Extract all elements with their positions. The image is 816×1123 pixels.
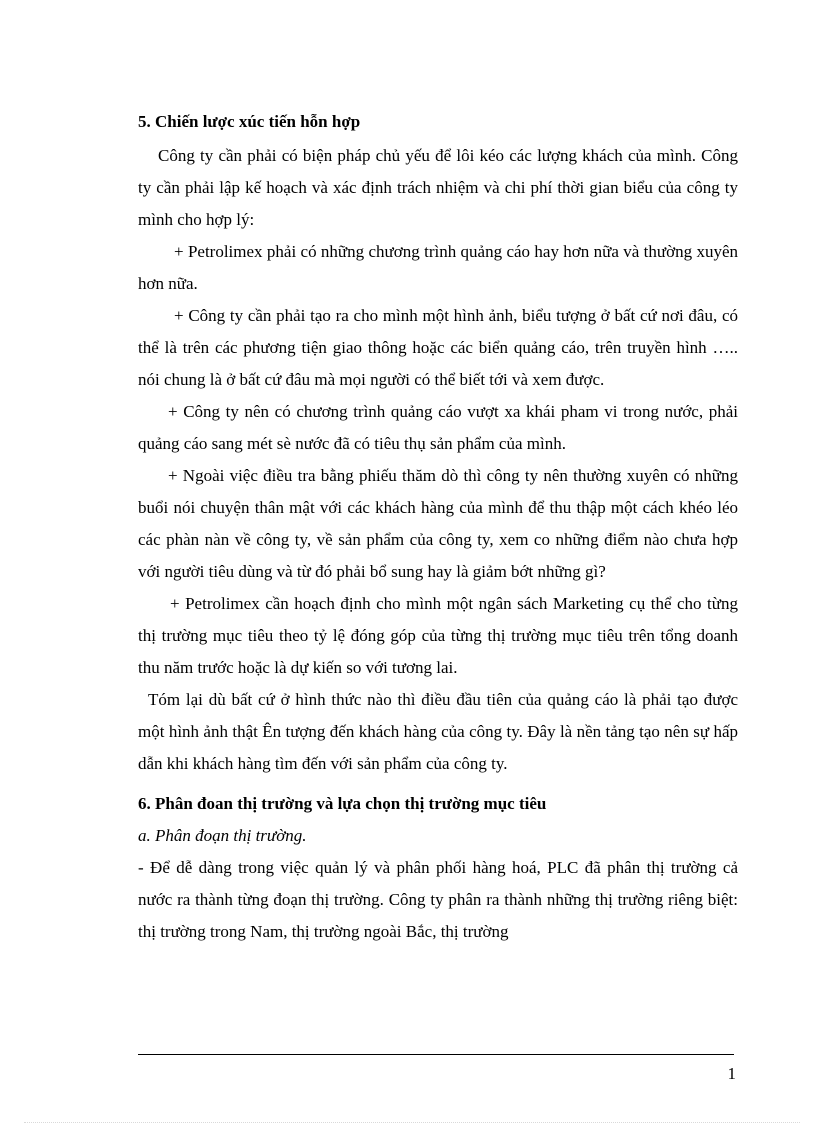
document-body <box>138 106 738 948</box>
section-5-intro: Công ty cần phải có biện pháp chủ yếu để lôi kéo các lượng khách của mình. Công ty cần phải lập kế hoạch và xác định trách nhiệm và chi phí thời gian biểu của công ty mình cho hợp lý: <box>138 146 738 229</box>
section-5-item: + Petrolimex cần hoạch định cho mình một ngân sách Marketing cụ thể cho từng thị trường mục tiêu theo tỷ lệ đóng góp của từng thị trường mục tiêu trên tổng doanh thu năm trước hoặc là dự kiến so với tương lai. <box>138 594 738 677</box>
section-6a-paragraph: - Để dễ dàng trong việc quản lý và phân phối hàng hoá, PLC đã phân thị trường cả nước ra thành từng đoạn thị trường. Công ty phân ra thành những thị trường riêng biệt: thị trường trong Nam, thị trường ngoài Bắc, thị trường <box>138 858 738 941</box>
section-5-item: + Công ty cần phải tạo ra cho mình một hình ảnh, biểu tượng ở bất cứ nơi đâu, có thể là trên các phương tiện giao thông hoặc các biển quảng cáo, trên truyền hình ….. nói chung là ở bất cứ đâu mà mọi người có thể biết tới và xem được. <box>138 306 738 389</box>
section-5-item: + Petrolimex phải có những chương trình quảng cáo hay hơn nữa và thường xuyên hơn nữa. <box>138 242 738 293</box>
section-6-heading: 6. Phân đoan thị trường và lựa chọn thị trường mục tiêu <box>138 794 547 813</box>
section-5-summary: Tóm lại dù bất cứ ở hình thức nào thì điều đầu tiên của quảng cáo là phải tạo được một hình ảnh thật Ên tượng đến khách hàng của công ty. Đây là nền tảng tạo nên sự hấp dẫn khi khách hàng tìm đến với sản phẩm của công ty. <box>138 690 738 773</box>
section-5-item: + Ngoài việc điều tra bằng phiếu thăm dò thì công ty nên thường xuyên có những buổi nói chuyện thân mật với các khách hàng của mình để thu thập một cách khéo léo các phàn nàn về công ty, về sản phẩm của công ty, xem co những điểm nào chưa hợp với người tiêu dùng và từ đó phải bổ sung hay là giảm bớt những gì? <box>138 466 738 581</box>
footer-divider <box>138 1054 734 1055</box>
section-5-item: + Công ty nên có chương trình quảng cáo vượt xa khái pham vi trong nước, phải quảng cáo sang mét sè nước đã có tiêu thụ sản phẩm của mình. <box>138 402 738 453</box>
page-number: 1 <box>727 1064 736 1083</box>
section-5-heading: 5. Chiến lược xúc tiến hỗn hợp <box>138 112 361 131</box>
section-6a-subheading: a. Phân đoạn thị trường. <box>138 826 307 845</box>
